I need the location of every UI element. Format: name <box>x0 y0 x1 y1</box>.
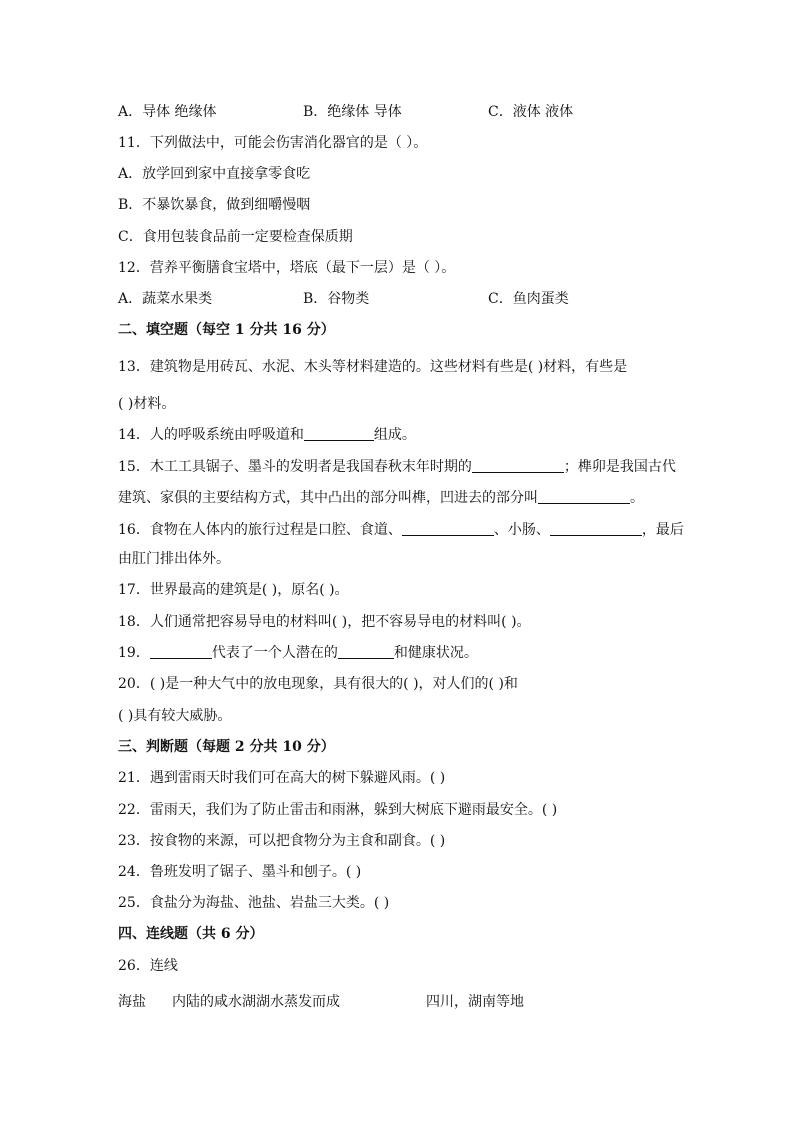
q15-line1 <box>118 457 676 477</box>
q14 <box>118 425 416 445</box>
q20-line2: ( )具有较大威胁。 <box>118 708 232 724</box>
q12-option-c: C．鱼肉蛋类 <box>488 291 569 307</box>
q19-text-mid: 代表了一个人潜在的 <box>211 645 338 661</box>
q13-line2: ( )材料。 <box>118 396 176 412</box>
q18: 18．人们通常把容易导电的材料叫( )，把不容易导电的材料叫( )。 <box>118 614 531 630</box>
q19 <box>118 643 478 663</box>
q19-text-post: 和健康状况。 <box>393 645 478 661</box>
q10-option-b: B．绝缘体 导体 <box>303 104 402 120</box>
q22: 22．雷雨天，我们为了防止雷击和雨淋，躲到大树底下避雨最安全。( ) <box>118 802 558 818</box>
q21: 21．遇到雷雨天时我们可在高大的树下躲避风雨。( ) <box>118 770 446 786</box>
q23: 23．按食物的来源，可以把食物分为主食和副食。( ) <box>118 833 446 849</box>
q26-col1-item[interactable]: 海盐 <box>118 994 146 1010</box>
q10-option-c: C．液体 液体 <box>488 104 574 120</box>
q16-line2: 由肛门排出体外。 <box>118 551 230 567</box>
section-fill-in-heading: 二、填空题（每空 1 分共 16 分） <box>118 322 335 338</box>
q14-blank[interactable] <box>304 426 374 441</box>
q16-blank-1[interactable] <box>402 521 494 536</box>
q15-text-l2post: 。 <box>630 490 644 506</box>
q15-text-l2pre: 建筑、家俱的主要结构方式，其中凸出的部分叫榫，凹进去的部分叫 <box>118 490 538 506</box>
q17: 17．世界最高的建筑是( )，原名( )。 <box>118 582 349 598</box>
q26-stem: 26．连线 <box>118 958 178 974</box>
q13-line1: 13．建筑物是用砖瓦、水泥、木头等材料建造的。这些材料有些是( )材料，有些是 <box>118 359 628 375</box>
q12-option-b: B．谷物类 <box>303 291 370 307</box>
q11-option-a: A．放学回到家中直接拿零食吃 <box>118 166 311 182</box>
section-true-false-heading: 三、判断题（每题 2 分共 10 分） <box>118 739 335 755</box>
q12-stem: 12．营养平衡膳食宝塔中，塔底（最下一层）是（ ）。 <box>118 260 456 276</box>
q25: 25．食盐分为海盐、池盐、岩盐三大类。( ) <box>118 895 390 911</box>
q19-blank-1[interactable] <box>150 644 212 659</box>
q11-stem: 11．下列做法中，可能会伤害消化器官的是（ ）。 <box>118 135 428 151</box>
q10-option-a: A．导体 绝缘体 <box>118 104 217 120</box>
q24: 24．鲁班发明了锯子、墨斗和刨子。( ) <box>118 864 362 880</box>
q14-text-pre: 14．人的呼吸系统由呼吸道和 <box>118 427 304 443</box>
q16-text-post: ，最后 <box>641 522 684 538</box>
q12-option-a: A．蔬菜水果类 <box>118 291 213 307</box>
q16-text-mid: 、小肠、 <box>493 522 550 538</box>
q15-line2 <box>118 488 644 508</box>
q15-text-post: ；榫卯是我国古代 <box>563 459 676 475</box>
q15-blank-1[interactable] <box>472 458 564 473</box>
q16-blank-2[interactable] <box>550 521 642 536</box>
q15-text-pre: 15．木工工具锯子、墨斗的发明者是我国春秋末年时期的 <box>118 459 472 475</box>
q20-line1: 20．( )是一种大气中的放电现象，具有很大的( )，对人们的( )和 <box>118 676 518 692</box>
q26-col2-item[interactable]: 内陆的咸水湖湖水蒸发而成 <box>172 994 340 1010</box>
q19-blank-2[interactable] <box>338 644 394 659</box>
q16-text-pre: 16．食物在人体内的旅行过程是口腔、食道、 <box>118 522 402 538</box>
q16-line1 <box>118 520 684 540</box>
q11-option-c: C．食用包装食品前一定要检查保质期 <box>118 229 353 245</box>
q26-col3-item[interactable]: 四川，湖南等地 <box>426 994 524 1010</box>
q14-text-post: 组成。 <box>373 427 416 443</box>
q15-blank-2[interactable] <box>538 489 630 504</box>
section-matching-heading: 四、连线题（共 6 分） <box>118 926 264 942</box>
q11-option-b: B．不暴饮暴食，做到细嚼慢咽 <box>118 197 311 213</box>
q19-text-pre: 19． <box>118 645 150 661</box>
